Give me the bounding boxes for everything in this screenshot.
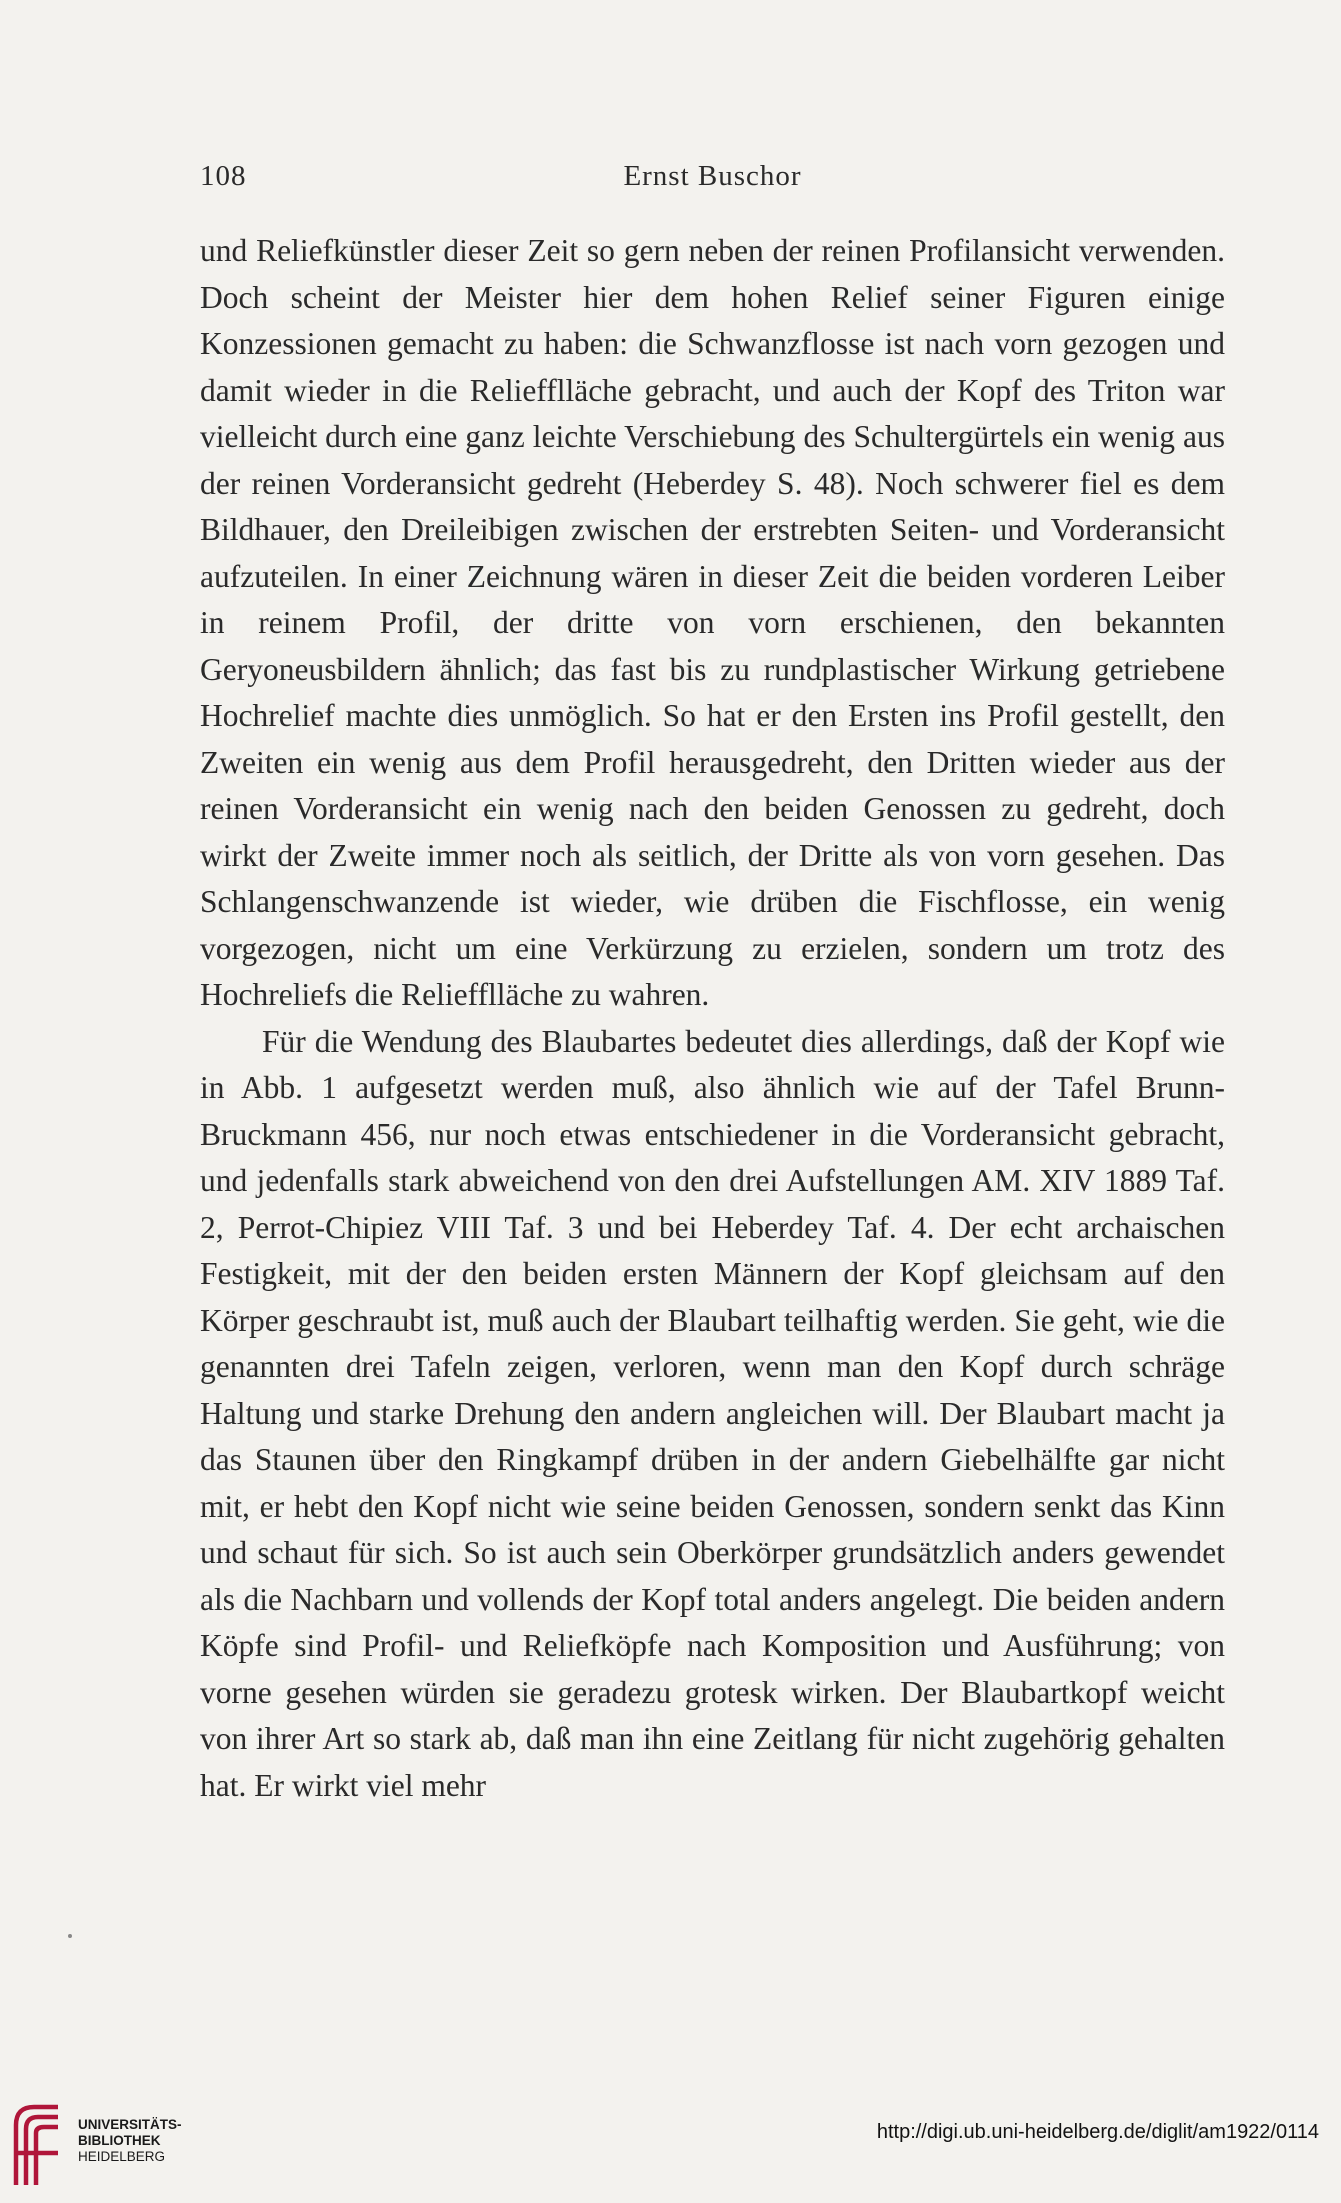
- scan-speck: [68, 1934, 72, 1938]
- running-head: [200, 160, 1225, 200]
- library-name: [78, 2117, 182, 2165]
- footer-bar: [0, 2095, 1341, 2203]
- body-text: [200, 228, 1225, 1809]
- paragraph-2: Für die Wendung des Blaubartes bedeutet dies allerdings, daß der Kopf wie in Abb. 1 aufgesetzt werden muß, also ähnlich wie auf der Tafel Brunn-Bruckmann 456, nur noch etwas entschiedener in die Vorderansicht gebracht, und jedenfalls stark abweichend von den drei Aufstellungen AM. XIV 1889 Taf. 2, Perrot-Chipiez VIII Taf. 3 und bei Heberdey Taf. 4. Der echt archaischen Festigkeit, mit der den beiden ersten Männern der Kopf gleichsam auf den Körper geschraubt ist, muß auch der Blaubart teilhaftig werden. Sie geht, wie die genannten drei Tafeln zeigen, verloren, wenn man den Kopf durch schräge Haltung und starke Drehung den andern angleichen will. Der Blaubart macht ja das Staunen über den Ringkampf drüben in der andern Giebelhälfte gar nicht mit, er hebt den Kopf nicht wie seine beiden Genossen, sondern senkt das Kinn und schaut für sich. So ist auch sein Oberkörper grundsätzlich anders gewendet als die Nachbarn und vollends der Kopf total anders angelegt. Die beiden andern Köpfe sind Profil- und Reliefköpfe nach Komposition und Ausführung; von vorne gesehen würden sie geradezu grotesk wirken. Der Blaubartkopf weicht von ihrer Art so stark ab, daß man ihn eine Zeitlang für nicht zugehörig gehalten hat. Er wirkt viel mehr: [200, 1023, 1225, 1803]
- library-name-line-3: HEIDELBERG: [78, 2149, 166, 2164]
- page-number: 108: [200, 160, 247, 192]
- library-name-line-2: BIBLIOTHEK: [78, 2133, 161, 2148]
- paragraph-1: und Reliefkünstler dieser Zeit so gern neben der reinen Profilansicht verwenden. Doch scheint der Meister hier dem hohen Relief seiner Figuren einige Konzessionen gemacht zu haben: die Schwanzflosse ist nach vorn gezogen und damit wieder in die Reliefflläche gebracht, und auch der Kopf des Triton war vielleicht durch eine ganz leichte Verschiebung des Schultergürtels ein wenig aus der reinen Vorderansicht gedreht (Heberdey S. 48). Noch schwerer fiel es dem Bildhauer, den Dreileibigen zwischen der erstrebten Seiten- und Vorderansicht aufzuteilen. In einer Zeichnung wären in dieser Zeit die beiden vorderen Leiber in reinem Profil, der dritte von vorn erschienen, den bekannten Geryoneusbildern ähnlich; das fast bis zu rundplastischer Wirkung getriebene Hochrelief machte dies unmöglich. So hat er den Ersten ins Profil gestellt, den Zweiten ein wenig aus dem Profil herausgedreht, den Dritten wieder aus der reinen Vorderansicht ein wenig nach den beiden Genossen zu gedreht, doch wirkt der Zweite immer noch als seitlich, der Dritte als von vorn gesehen. Das Schlangenschwanzende ist wieder, wie drüben die Fischflosse, ein wenig vorgezogen, nicht um eine Verkürzung zu erzielen, sondern um trotz des Hochreliefs die Reliefflläche zu wahren.: [200, 233, 1225, 1012]
- ub-heidelberg-logo-icon: [8, 2095, 68, 2195]
- running-head-author: Ernst Buschor: [623, 160, 802, 192]
- source-url-link[interactable]: http://digi.ub.uni-heidelberg.de/diglit/am1922/0114: [876, 2121, 1319, 2143]
- library-name-line-1: UNIVERSITÄTS-: [78, 2117, 182, 2132]
